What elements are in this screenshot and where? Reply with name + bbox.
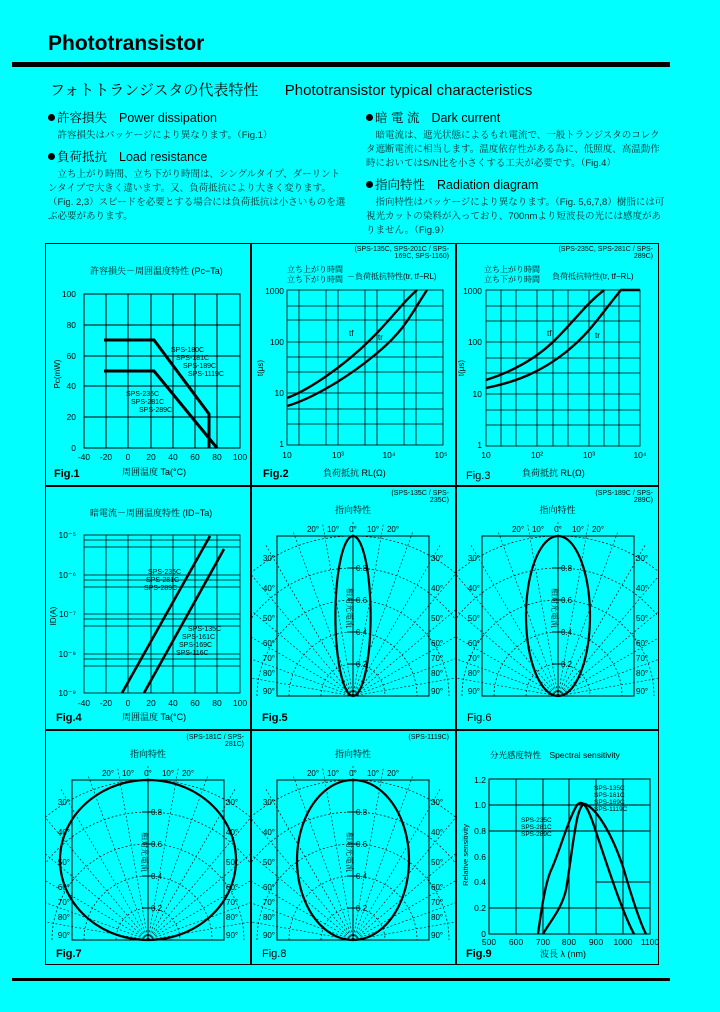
figure-8	[251, 730, 455, 964]
svg-text:0.2: 0.2	[356, 904, 368, 913]
svg-text:40°: 40°	[262, 828, 275, 837]
svg-text:0.6: 0.6	[356, 596, 368, 605]
svg-text:SPS-289C: SPS-289C	[521, 831, 552, 838]
text-column-left	[48, 108, 348, 228]
svg-text:tr: tr	[378, 333, 383, 342]
svg-text:10°: 10°	[366, 525, 380, 534]
heading-load-resistance: 負荷抵抗 Load resistance	[48, 147, 348, 165]
svg-text:1100: 1100	[640, 937, 659, 947]
svg-text:40: 40	[168, 452, 178, 462]
svg-text:0.4: 0.4	[561, 628, 573, 637]
svg-text:0.6: 0.6	[561, 596, 573, 605]
svg-text:1: 1	[279, 439, 284, 449]
svg-text:80°: 80°	[467, 669, 480, 678]
svg-text:100: 100	[467, 337, 482, 347]
svg-text:10°: 10°	[121, 769, 135, 778]
bullet-icon	[48, 153, 55, 160]
fig6-label: Fig.6	[467, 712, 492, 724]
fig2-models: (SPS-135C, SPS-201C / SPS-169C, SPS-1160)	[354, 246, 449, 260]
svg-text:40°: 40°	[431, 584, 444, 593]
svg-text:90°: 90°	[262, 931, 275, 940]
svg-text:0.8: 0.8	[356, 808, 368, 817]
svg-text:SPS-235C: SPS-235C	[521, 817, 552, 824]
svg-text:60°: 60°	[431, 883, 444, 892]
svg-text:10²: 10²	[530, 450, 544, 460]
svg-text:1000: 1000	[265, 286, 284, 296]
svg-text:60°: 60°	[57, 883, 70, 892]
svg-text:20: 20	[66, 412, 76, 422]
svg-text:10³: 10³	[582, 450, 596, 460]
svg-text:SPS-281C: SPS-281C	[146, 577, 180, 584]
svg-text:Pc(mW): Pc(mW)	[53, 359, 62, 389]
fig3-title-right: 負荷抵抗特性(tr, tf−RL)	[552, 272, 634, 281]
page-title: Phototransistor	[48, 32, 205, 55]
fig8-models: (SPS-1119C)	[408, 734, 449, 741]
svg-text:900: 900	[588, 937, 604, 947]
svg-text:70°: 70°	[636, 654, 649, 663]
svg-text:40°: 40°	[431, 828, 444, 837]
svg-text:700: 700	[535, 937, 551, 947]
svg-text:40°: 40°	[57, 828, 70, 837]
svg-text:tf: tf	[349, 329, 354, 338]
figure-4	[46, 486, 250, 729]
fig9-xlabel: 波長 λ (nm)	[540, 949, 586, 959]
svg-text:50°: 50°	[636, 614, 649, 623]
svg-text:20°: 20°	[511, 525, 525, 534]
fig3-title: 立ち上がり時間 立ち下がり時間	[484, 265, 540, 284]
svg-text:相対光電流: 相対光電流	[550, 588, 559, 628]
fig4-label: Fig.4	[56, 712, 82, 724]
svg-text:30°: 30°	[226, 798, 239, 807]
figure-2	[251, 244, 455, 485]
svg-text:0.2: 0.2	[561, 660, 573, 669]
svg-text:70°: 70°	[57, 898, 70, 907]
fig4-title: 暗電流－周囲温度特性 (ID−Ta)	[90, 508, 213, 518]
svg-text:tr: tr	[595, 331, 600, 340]
svg-text:10°: 10°	[571, 525, 585, 534]
svg-text:100: 100	[232, 452, 248, 462]
fig5-models: (SPS-135C / SPS-235C)	[391, 490, 449, 504]
svg-text:SPS-169C: SPS-169C	[179, 642, 213, 649]
svg-text:SPS-189C: SPS-189C	[183, 363, 217, 370]
svg-text:10⁻⁷: 10⁻⁷	[58, 609, 76, 619]
svg-text:0.8: 0.8	[474, 826, 486, 836]
svg-text:相対光電流: 相対光電流	[345, 588, 354, 628]
fig7-title: 指向特性	[129, 749, 166, 759]
fig8-polar-chart	[251, 730, 455, 964]
fig7-label: Fig.7	[56, 948, 82, 960]
fig2-title: 立ち上がり時間 立ち下がり時間	[287, 265, 343, 284]
svg-text:1.2: 1.2	[474, 775, 486, 785]
fig3-label: Fig.3	[466, 470, 491, 482]
svg-text:80: 80	[212, 698, 222, 708]
svg-text:70°: 70°	[467, 654, 480, 663]
svg-text:10°: 10°	[161, 769, 175, 778]
svg-text:tf: tf	[547, 329, 552, 338]
svg-text:40°: 40°	[636, 584, 649, 593]
fig7-polar-chart	[46, 730, 250, 964]
svg-text:0.6: 0.6	[356, 840, 368, 849]
svg-text:10: 10	[472, 389, 482, 399]
svg-text:SPS-161C: SPS-161C	[182, 634, 216, 641]
fig2-label: Fig.2	[263, 468, 289, 480]
svg-text:20: 20	[146, 452, 156, 462]
svg-text:0.8: 0.8	[356, 564, 368, 573]
svg-text:40: 40	[66, 381, 76, 391]
svg-text:40°: 40°	[226, 828, 239, 837]
body-radiation-diagram: 指向特性はパッケージにより異なります。（Fig. 5,6,7,8）樹脂には可視光カットの染料が入っており、700nmより短波長の光には感度がありません。（Fig.9）	[366, 197, 665, 236]
svg-text:100: 100	[232, 698, 248, 708]
svg-text:80°: 80°	[226, 913, 239, 922]
svg-text:800: 800	[561, 937, 577, 947]
svg-text:30°: 30°	[636, 554, 649, 563]
svg-text:-40: -40	[77, 698, 91, 708]
svg-text:相対光電流: 相対光電流	[140, 832, 149, 872]
svg-text:70°: 70°	[431, 654, 444, 663]
svg-text:10⁴: 10⁴	[382, 450, 396, 460]
svg-text:50°: 50°	[57, 858, 70, 867]
svg-text:0: 0	[481, 929, 486, 939]
bullet-icon	[48, 114, 55, 121]
svg-text:80: 80	[212, 452, 222, 462]
svg-text:-20: -20	[99, 452, 113, 462]
svg-text:70°: 70°	[262, 654, 275, 663]
svg-text:60°: 60°	[262, 883, 275, 892]
svg-text:20°: 20°	[591, 525, 605, 534]
svg-text:600: 600	[508, 937, 524, 947]
figure-5	[251, 486, 455, 729]
svg-text:100: 100	[269, 337, 284, 347]
svg-text:80°: 80°	[262, 669, 275, 678]
fig1-title: 許容損失－周囲温度特性 (Pc−Ta)	[90, 266, 223, 276]
text-column-right	[366, 108, 666, 242]
heading-power-dissipation: 許容損失 Power dissipation	[48, 108, 348, 126]
fig8-label: Fig.8	[262, 948, 287, 960]
svg-text:SPS-161C: SPS-161C	[594, 792, 625, 799]
svg-text:0.2: 0.2	[356, 660, 368, 669]
svg-text:SPS-116C: SPS-116C	[176, 650, 209, 657]
svg-text:20°: 20°	[306, 769, 320, 778]
fig3-chart	[456, 244, 659, 485]
svg-text:60: 60	[66, 351, 76, 361]
svg-text:10: 10	[274, 388, 284, 398]
fig5-polar-chart	[251, 486, 455, 729]
fig1-label: Fig.1	[54, 468, 80, 480]
svg-text:相対光電流: 相対光電流	[345, 832, 354, 872]
figure-1	[46, 244, 250, 485]
svg-text:30°: 30°	[262, 554, 275, 563]
fig1-xlabel: 周囲温度 Ta(°C)	[122, 467, 187, 477]
svg-text:80°: 80°	[636, 669, 649, 678]
fig7-models: (SPS-181C / SPS-281C)	[186, 734, 244, 748]
svg-text:0°: 0°	[554, 525, 562, 534]
svg-text:90°: 90°	[57, 931, 70, 940]
svg-text:80°: 80°	[431, 669, 444, 678]
fig5-label: Fig.5	[262, 712, 288, 724]
svg-text:90°: 90°	[431, 931, 444, 940]
svg-text:60°: 60°	[226, 883, 239, 892]
svg-text:10: 10	[282, 450, 292, 460]
svg-text:SPS-235C: SPS-235C	[148, 569, 182, 576]
svg-text:20°: 20°	[386, 769, 400, 778]
svg-text:0.2: 0.2	[151, 904, 163, 913]
fig4-chart	[46, 486, 250, 729]
fig6-models: (SPS-189C / SPS-289C)	[595, 490, 653, 504]
svg-text:50°: 50°	[226, 858, 239, 867]
svg-text:10°: 10°	[326, 525, 340, 534]
svg-text:30°: 30°	[57, 798, 70, 807]
svg-text:50°: 50°	[262, 858, 275, 867]
svg-text:50°: 50°	[467, 614, 480, 623]
svg-text:0: 0	[71, 443, 76, 453]
svg-text:10⁵: 10⁵	[434, 450, 448, 460]
svg-text:20°: 20°	[181, 769, 195, 778]
svg-text:t(μs): t(μs)	[256, 359, 265, 377]
fig2-title-right: －負荷抵抗特性(tr, tf−RL)	[347, 272, 437, 281]
fig9-label: Fig.9	[466, 948, 492, 960]
footer-rule	[12, 978, 670, 981]
svg-text:90°: 90°	[467, 687, 480, 696]
svg-text:0.6: 0.6	[474, 852, 486, 862]
svg-text:10°: 10°	[366, 769, 380, 778]
svg-text:30°: 30°	[262, 798, 275, 807]
fig5-title: 指向特性	[334, 505, 371, 515]
svg-text:SPS-235C: SPS-235C	[126, 391, 160, 398]
svg-text:0.2: 0.2	[474, 903, 486, 913]
svg-text:20°: 20°	[306, 525, 320, 534]
fig9-chart	[456, 730, 659, 964]
svg-text:10⁴: 10⁴	[633, 450, 647, 460]
svg-text:SPS-135C: SPS-135C	[188, 626, 222, 633]
fig6-title: 指向特性	[539, 505, 576, 515]
svg-text:0: 0	[125, 698, 131, 708]
fig4-xlabel: 周囲温度 Ta(°C)	[122, 712, 187, 722]
svg-text:0: 0	[125, 452, 131, 462]
svg-text:0.8: 0.8	[151, 808, 163, 817]
svg-text:20: 20	[146, 698, 156, 708]
svg-text:80°: 80°	[57, 913, 70, 922]
svg-text:60°: 60°	[431, 639, 444, 648]
svg-text:Relative sensitivity: Relative sensitivity	[461, 824, 470, 886]
heading-radiation-diagram: 指向特性 Radiation diagram	[366, 175, 666, 193]
svg-text:80°: 80°	[262, 913, 275, 922]
svg-text:60°: 60°	[262, 639, 275, 648]
svg-text:10⁻⁸: 10⁻⁸	[58, 649, 76, 659]
figure-3	[456, 244, 659, 485]
svg-text:90°: 90°	[636, 687, 649, 696]
svg-text:40: 40	[168, 698, 178, 708]
figure-6	[456, 486, 659, 729]
subtitle-jp: フォトトランジスタの代表特性	[50, 82, 259, 99]
svg-text:0.8: 0.8	[561, 564, 573, 573]
bullet-icon	[366, 181, 373, 188]
svg-text:70°: 70°	[262, 898, 275, 907]
svg-text:SPS-1119C: SPS-1119C	[188, 371, 224, 378]
svg-text:t(μs): t(μs)	[457, 359, 466, 377]
svg-text:50°: 50°	[431, 614, 444, 623]
section-subtitle	[50, 79, 532, 100]
header-rule	[12, 62, 670, 67]
body-power-dissipation: 許容損失はパッケージにより異なります。（Fig.1）	[57, 130, 273, 141]
svg-text:100: 100	[61, 289, 76, 299]
svg-text:10⁻⁶: 10⁻⁶	[58, 570, 76, 580]
svg-text:10⁻⁵: 10⁻⁵	[58, 530, 76, 540]
svg-text:70°: 70°	[226, 898, 239, 907]
svg-text:80: 80	[66, 320, 76, 330]
svg-text:60°: 60°	[636, 639, 649, 648]
svg-text:SPS-289C: SPS-289C	[139, 407, 173, 414]
svg-text:70°: 70°	[431, 898, 444, 907]
svg-text:0.6: 0.6	[151, 840, 163, 849]
figure-9	[456, 730, 659, 964]
fig8-title: 指向特性	[334, 749, 371, 759]
svg-text:-20: -20	[99, 698, 113, 708]
svg-text:1: 1	[477, 440, 482, 450]
svg-text:90°: 90°	[226, 931, 239, 940]
svg-text:20°: 20°	[101, 769, 115, 778]
svg-text:SPS-281C: SPS-281C	[521, 824, 552, 831]
svg-text:30°: 30°	[467, 554, 480, 563]
subtitle-en: Phototransistor typical characteristics	[284, 82, 533, 99]
svg-text:ID(A): ID(A)	[49, 606, 58, 626]
fig2-chart	[251, 244, 455, 485]
svg-text:0°: 0°	[349, 525, 357, 534]
svg-text:90°: 90°	[431, 687, 444, 696]
svg-text:0.4: 0.4	[474, 877, 486, 887]
svg-text:SPS-169C: SPS-169C	[594, 799, 625, 806]
fig6-polar-chart	[456, 486, 659, 729]
fig3-xlabel: 負荷抵抗 RL(Ω)	[522, 468, 585, 478]
svg-text:0.4: 0.4	[356, 872, 368, 881]
heading-dark-current: 暗 電 流 Dark current	[366, 108, 666, 126]
svg-text:SPS-135C: SPS-135C	[594, 785, 625, 792]
svg-text:-40: -40	[77, 452, 91, 462]
svg-text:0.4: 0.4	[356, 628, 368, 637]
svg-text:SPS-1119C: SPS-1119C	[594, 806, 628, 813]
svg-text:0.4: 0.4	[151, 872, 163, 881]
svg-text:SPS-281C: SPS-281C	[131, 399, 165, 406]
fig9-title: 分光感度特性 Spectral sensitivity	[490, 750, 620, 760]
figure-7	[46, 730, 250, 964]
bullet-icon	[366, 114, 373, 121]
svg-text:60°: 60°	[467, 639, 480, 648]
svg-text:10: 10	[481, 450, 491, 460]
fig3-models: (SPS-235C, SPS-281C / SPS-289C)	[558, 246, 653, 260]
svg-text:0°: 0°	[144, 769, 152, 778]
svg-text:80°: 80°	[431, 913, 444, 922]
svg-text:10³: 10³	[331, 450, 345, 460]
svg-text:1.0: 1.0	[474, 800, 486, 810]
svg-text:50°: 50°	[431, 858, 444, 867]
svg-text:10⁻⁹: 10⁻⁹	[58, 688, 76, 698]
svg-text:10°: 10°	[531, 525, 545, 534]
svg-text:SPS-180C: SPS-180C	[171, 347, 205, 354]
svg-text:30°: 30°	[431, 554, 444, 563]
body-load-resistance: 立ち上がり時間、立ち下がり時間は、シングルタイプ、ダーリントンタイプで大きく違います。又、負荷抵抗により大きく変ります。（Fig. 2,3）スピードを必要とする場合には負荷抵抗は小さいものを選ぶ必要があります。	[48, 169, 346, 222]
svg-text:90°: 90°	[262, 687, 275, 696]
svg-text:40°: 40°	[262, 584, 275, 593]
fig2-xlabel: 負荷抵抗 RL(Ω)	[323, 468, 386, 478]
svg-text:500: 500	[481, 937, 497, 947]
svg-text:60: 60	[190, 452, 200, 462]
svg-text:1000: 1000	[613, 937, 633, 947]
svg-text:60: 60	[190, 698, 200, 708]
svg-text:50°: 50°	[262, 614, 275, 623]
svg-text:30°: 30°	[431, 798, 444, 807]
svg-text:1000: 1000	[463, 286, 482, 296]
svg-text:40°: 40°	[467, 584, 480, 593]
svg-text:20°: 20°	[386, 525, 400, 534]
fig1-chart	[46, 244, 250, 485]
body-dark-current: 暗電流は、遮光状態によるもれ電流で、一般トランジスタのコレクタ遮断電流に相当します。温度依存性がある為に、低照度、高温動作時においてはS/N比を小さくする工夫が必要です。（Fig.4）	[366, 130, 660, 169]
svg-text:10°: 10°	[326, 769, 340, 778]
svg-text:0°: 0°	[349, 769, 357, 778]
svg-text:SPS-181C: SPS-181C	[176, 355, 210, 362]
svg-text:SPS-289C: SPS-289C	[144, 585, 178, 592]
